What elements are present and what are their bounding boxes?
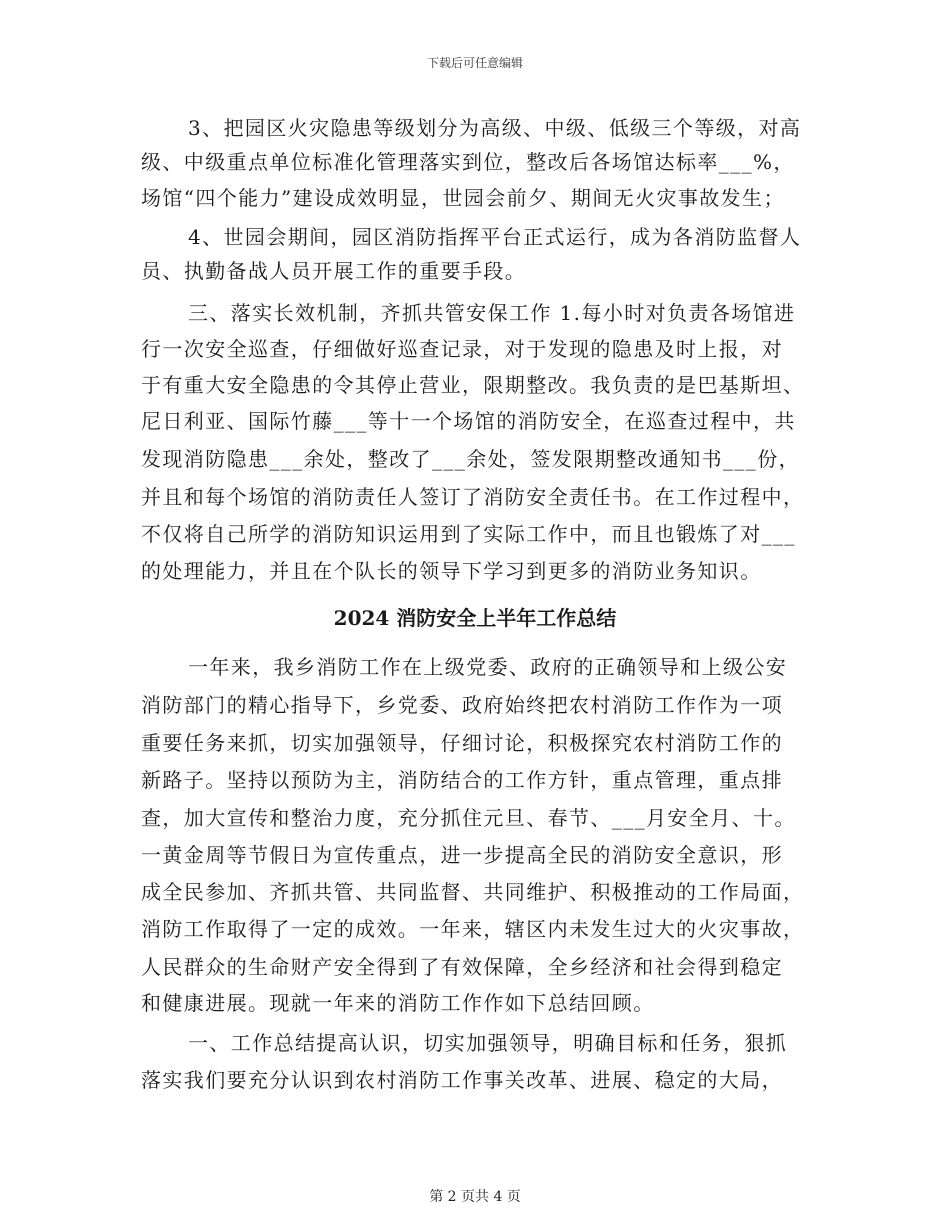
- paragraph-line: 一年来，我乡消防工作在上级党委、政府的正确领导和上级公安: [188, 655, 788, 679]
- paragraph-line: 落实我们要充分认识到农村消防工作事关改革、进展、稳定的大局，: [141, 1068, 783, 1092]
- paragraph-line: 并且和每个场馆的消防责任人签订了消防安全责任书。在工作过程中，: [141, 485, 805, 509]
- section-title: 2024 消防安全上半年工作总结: [333, 606, 617, 630]
- paragraph-line: 员、执勤备战人员开展工作的重要手段。: [141, 259, 527, 283]
- paragraph-line: 不仅将自己所学的消防知识运用到了实际工作中，而且也锻炼了对___: [141, 522, 796, 546]
- paragraph-line: 行一次安全巡查，仔细做好巡查记录，对于发现的隐患及时上报，对: [141, 337, 783, 361]
- paragraph-line: 一黄金周等节假日为宣传重点，进一步提高全民的消防安全意识，形: [141, 843, 783, 867]
- paragraph-line: 场馆“四个能力”建设成效明显，世园会前夕、期间无火灾事故发生；: [141, 186, 785, 210]
- paragraph-line: 查，加大宣传和整治力度，充分抓住元旦、春节、___月安全月、十。: [141, 806, 796, 830]
- paragraph-line: 成全民参加、齐抓共管、共同监督、共同维护、积极推动的工作局面，: [141, 880, 805, 904]
- page-footer: 第 2 页共 4 页: [429, 1189, 521, 1205]
- paragraph-line: 4、世园会期间，园区消防指挥平台正式运行，成为各消防监督人: [188, 225, 802, 249]
- paragraph-line: 人民群众的生命财产安全得到了有效保障，全乡经济和社会得到稳定: [141, 955, 783, 979]
- paragraph-line: 于有重大安全隐患的令其停止营业，限期整改。我负责的是巴基斯坦、: [141, 373, 805, 397]
- page-header: 下载后可任意编辑: [426, 56, 523, 70]
- paragraph-line: 和健康进展。现就一年来的消防工作作如下总结回顾。: [141, 991, 655, 1015]
- paragraph-line: 一、工作总结提高认识，切实加强领导，明确目标和任务，狠抓: [188, 1031, 788, 1055]
- paragraph-line: 消防部门的精心指导下，乡党委、政府始终把农村消防工作作为一项: [141, 693, 783, 717]
- paragraph-line: 3、把园区火灾隐患等级划分为高级、中级、低级三个等级，对高: [188, 116, 802, 140]
- paragraph-line: 新路子。坚持以预防为主，消防结合的工作方针，重点管理，重点排: [141, 768, 783, 792]
- paragraph-line: 重要任务来抓，切实加强领导，仔细讨论，积极探究农村消防工作的: [141, 731, 783, 755]
- paragraph-line: 级、中级重点单位标准化管理落实到位，整改后各场馆达标率___%，: [141, 150, 795, 174]
- paragraph-line: 发现消防隐患___余处，整改了___余处，签发限期整改通知书___份，: [141, 447, 800, 471]
- paragraph-line: 三、落实长效机制，齐抓共管安保工作 1.每小时对负责各场馆进: [188, 301, 796, 325]
- paragraph-line: 消防工作取得了一定的成效。一年来，辖区内未发生过大的火灾事故，: [141, 917, 805, 941]
- paragraph-line: 的处理能力，并且在个队长的领导下学习到更多的消防业务知识。: [141, 559, 762, 583]
- paragraph-line: 尼日利亚、国际竹藤___等十一个场馆的消防安全，在巡查过程中，共: [141, 409, 796, 433]
